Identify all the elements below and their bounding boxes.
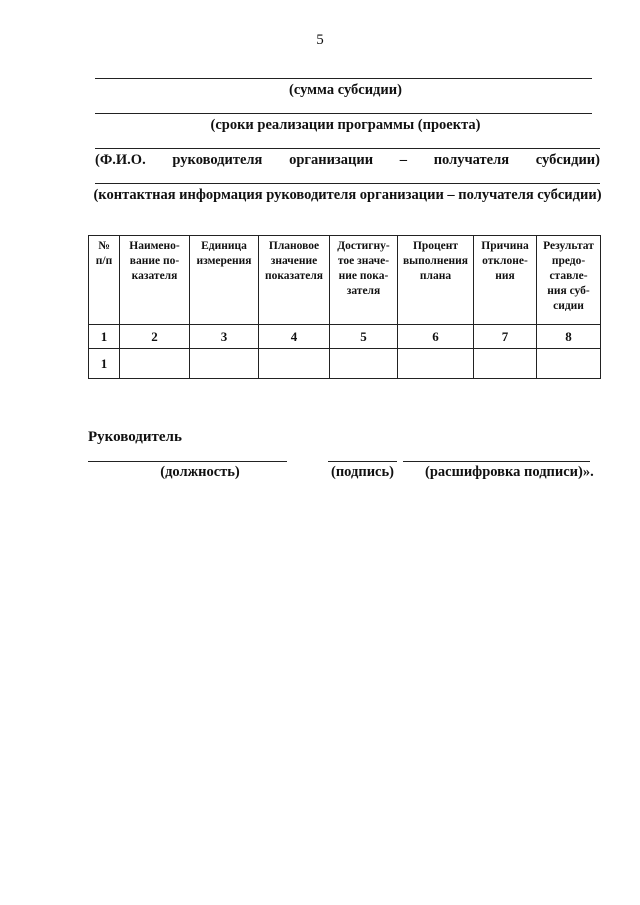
indicators-table xyxy=(88,235,601,379)
number-cell: 3 xyxy=(190,325,259,349)
position-caption: (должность) xyxy=(160,464,240,480)
number-cell: 7 xyxy=(474,325,537,349)
number-cell: 4 xyxy=(259,325,330,349)
header-cell: Причина отклоне- ния xyxy=(474,236,537,325)
signature-title: Руководитель xyxy=(88,429,182,445)
caption-part: организации xyxy=(289,152,374,168)
head-name-line xyxy=(95,148,600,149)
table-cell xyxy=(190,349,259,379)
caption-part: субсидии) xyxy=(535,152,600,168)
table-cell xyxy=(330,349,398,379)
header-cell: Наимено- вание по- казателя xyxy=(120,236,190,325)
signature-caption: (подпись) xyxy=(331,464,394,480)
header-cell: Плановое значение показателя xyxy=(259,236,330,325)
caption-part: (Ф.И.О. xyxy=(95,152,146,168)
table-row xyxy=(89,349,601,379)
decoding-caption: (расшифровка подписи)». xyxy=(425,464,594,480)
caption-part: получателя xyxy=(433,152,510,168)
contact-info-caption: (контактная информация руководителя организации – получателя субсидии) xyxy=(93,187,602,203)
number-cell: 8 xyxy=(537,325,601,349)
header-cell: Достигну- тое значе- ние пока- зателя xyxy=(330,236,398,325)
table-cell xyxy=(398,349,474,379)
table-cell xyxy=(537,349,601,379)
table-cell xyxy=(474,349,537,379)
table-header-row xyxy=(89,236,601,325)
table-cell: 1 xyxy=(89,349,120,379)
header-cell: № п/п xyxy=(89,236,120,325)
subsidy-amount-caption: (сумма субсидии) xyxy=(289,82,402,98)
number-cell: 1 xyxy=(89,325,120,349)
number-cell: 2 xyxy=(120,325,190,349)
position-line xyxy=(88,461,287,462)
number-cell: 5 xyxy=(330,325,398,349)
column-number-row xyxy=(89,325,601,349)
signature-line xyxy=(328,461,397,462)
contact-info-line xyxy=(95,183,600,184)
number-cell: 6 xyxy=(398,325,474,349)
header-cell: Результат предо- ставле- ния суб- сидии xyxy=(537,236,601,325)
header-cell: Процент выполнения плана xyxy=(398,236,474,325)
header-cell: Единица измерения xyxy=(190,236,259,325)
table-cell xyxy=(120,349,190,379)
program-period-caption: (сроки реализации программы (проекта) xyxy=(210,117,481,133)
table-cell xyxy=(259,349,330,379)
page-number: 5 xyxy=(316,32,324,48)
caption-part: руководителя xyxy=(172,152,263,168)
head-name-caption xyxy=(95,152,600,169)
decoding-line xyxy=(403,461,590,462)
program-period-line xyxy=(95,113,592,114)
caption-part: – xyxy=(399,152,407,168)
subsidy-amount-line xyxy=(95,78,592,79)
